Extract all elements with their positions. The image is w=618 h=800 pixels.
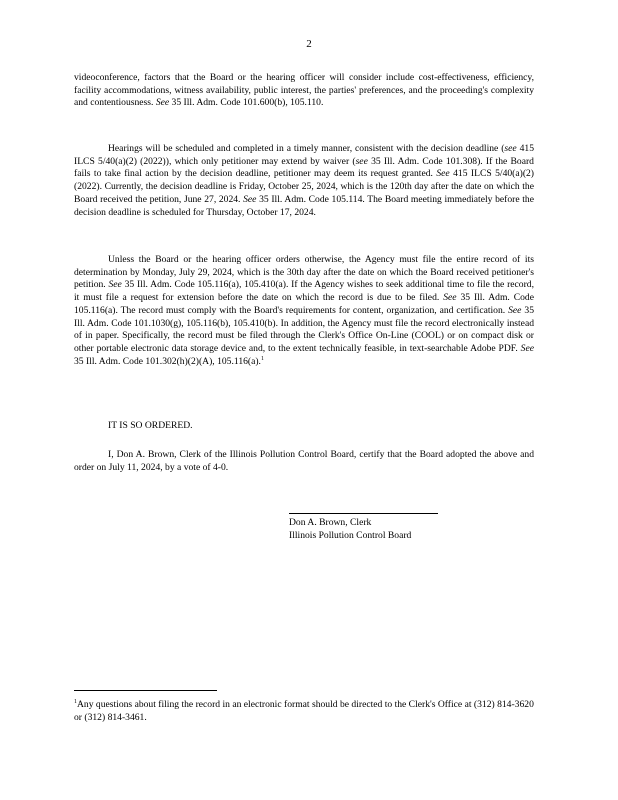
p2-e: 35 Ill. Adm. Code 105.114. The Board meeting immediately before the decision deadline is scheduled for Thursday, October 17, 2024. <box>74 193 534 218</box>
signer-name: Don A. Brown, Clerk <box>289 517 372 528</box>
p1-citation: 35 Ill. Adm. Code 101.600(b), 105.110. <box>171 97 324 109</box>
p3-d: 35 Ill. Adm. Code 101.1030(g), 105.116(b), 105.410(b). In addition, the Agency must file the record electronically instead of in paper. Specifically, the record must be filed through the Clerk's Office On-Line (COOL) or on compact disk or other portable electronic data storage device and, to the extent technically feasible, in text-searchable Adobe PDF. <box>74 304 534 354</box>
signer-organization: Illinois Pollution Control Board <box>289 530 412 541</box>
p1-text: videoconference, factors that the Board or the hearing officer will consider include cost-effectiveness, efficiency, facility accommodations, witness availability, public interest, the parties' preferences, and the proceeding's complexity and contentiousness. <box>74 72 534 109</box>
p3-b: 35 Ill. Adm. Code 105.116(a), 105.410(a). If the Agency wishes to seek additional time to file the record, it must file a request for extension before the date on which the record is due to be filed. <box>74 279 534 304</box>
footnote-reference: 1 <box>260 355 264 362</box>
paragraph-hearing-factors <box>74 72 534 110</box>
see-signal: See <box>443 292 457 304</box>
footnote-mark: 1 <box>74 698 77 705</box>
paragraph-hearing-schedule <box>74 143 534 219</box>
p3-c: 35 Ill. Adm. Code 105.116(a). The record must comply with the Board's requirements for content, organization, and certification. <box>74 292 534 316</box>
p2-a: Hearings will be scheduled and completed in a timely manner, consistent with the decision deadline ( <box>108 143 505 154</box>
see-signal: See <box>243 193 257 205</box>
see-signal: see <box>355 155 368 167</box>
footnote-text: Any questions about filing the record in an electronic format should be directed to the Clerk's Office at (312) 814-3620 or (312) 814-3461. <box>74 699 534 723</box>
order-statement: IT IS SO ORDERED. <box>108 420 193 431</box>
footnote-separator <box>74 690 217 691</box>
p2-c: 35 Ill. Adm. Code 101.308). If the Board fails to take final action by the decision deadline, petitioner may deem its request granted. <box>74 155 534 180</box>
page-number: 2 <box>306 38 312 50</box>
paragraph-agency-record <box>74 254 534 368</box>
footnote <box>74 699 534 724</box>
see-signal: See <box>520 342 534 354</box>
see-signal: See <box>108 279 122 291</box>
p3-e: 35 Ill. Adm. Code 101.302(h)(2)(A), 105.116(a). <box>74 355 261 367</box>
p3-a: Unless the Board or the hearing officer orders otherwise, the Agency must file the entire record of its determination by Monday, July 29, 2024, which is the 30th day after the date on which the Board received petitioner's petition. <box>74 254 534 291</box>
p2-d: 415 ILCS 5/40(a)(2) (2022). Currently, the decision deadline is Friday, October 25, 2024, which is the 120th day after the date on which the Board received the petition, June 27, 2024. <box>74 168 535 205</box>
see-signal: See <box>508 304 522 316</box>
p2-b: 415 ILCS 5/40(a)(2) (2022)), which only petitioner may extend by waiver ( <box>74 143 534 167</box>
signature-block <box>289 516 411 542</box>
see-signal: see <box>504 143 517 154</box>
signature-line <box>289 513 438 514</box>
clerk-certification: I, Don A. Brown, Clerk of the Illinois Pollution Control Board, certify that the Board adopted the above and order on July 11, 2024, by a vote of 4-0. <box>74 449 534 473</box>
see-signal: See <box>436 168 450 180</box>
see-signal: See <box>155 97 170 109</box>
